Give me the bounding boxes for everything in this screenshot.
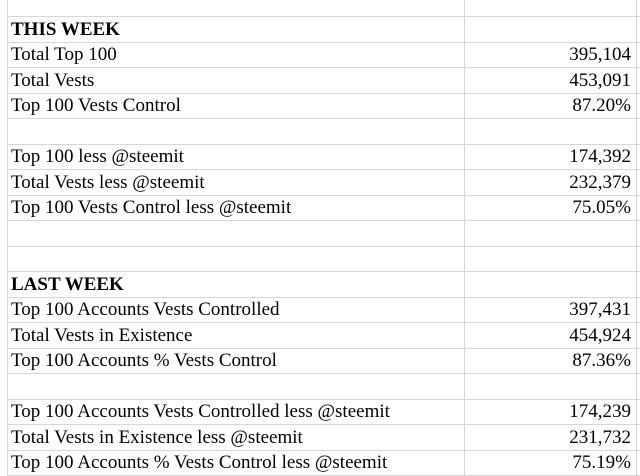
row-label[interactable]: Top 100 Accounts % Vests Control less @steemit: [8, 450, 465, 476]
table-row: [8, 170, 640, 196]
row-label[interactable]: Total Vests in Existence: [8, 323, 465, 349]
table-row: [8, 17, 640, 43]
cell[interactable]: [465, 221, 637, 247]
table-row: [8, 68, 640, 94]
cell[interactable]: [8, 246, 465, 272]
table-row: [8, 348, 640, 374]
row-label[interactable]: Top 100 Vests Control less @steemit: [8, 195, 465, 221]
cell[interactable]: [637, 272, 640, 298]
cell[interactable]: [637, 195, 640, 221]
table-row: [8, 0, 640, 17]
table-row: [8, 272, 640, 298]
row-value[interactable]: [465, 374, 637, 400]
row-label[interactable]: Top 100 Vests Control: [8, 93, 465, 119]
cell[interactable]: [637, 399, 640, 425]
row-label[interactable]: [8, 119, 465, 145]
row-label[interactable]: Top 100 Accounts Vests Controlled less @steemit: [8, 399, 465, 425]
spreadsheet-grid: [7, 0, 640, 476]
row-value[interactable]: 231,732: [465, 425, 637, 451]
cell[interactable]: [637, 246, 640, 272]
row-label[interactable]: Top 100 Accounts Vests Controlled: [8, 297, 465, 323]
row-value[interactable]: 174,239: [465, 399, 637, 425]
row-label[interactable]: Top 100 Accounts % Vests Control: [8, 348, 465, 374]
table-row: [8, 399, 640, 425]
table-row: [8, 119, 640, 145]
row-label[interactable]: Total Vests: [8, 68, 465, 94]
row-value[interactable]: 87.36%: [465, 348, 637, 374]
cell[interactable]: [465, 272, 637, 298]
row-label[interactable]: Total Top 100: [8, 42, 465, 68]
cell[interactable]: [637, 348, 640, 374]
row-value[interactable]: 395,104: [465, 42, 637, 68]
row-label[interactable]: [8, 374, 465, 400]
table-row: [8, 195, 640, 221]
cell[interactable]: [637, 119, 640, 145]
row-value[interactable]: 454,924: [465, 323, 637, 349]
cell[interactable]: [637, 323, 640, 349]
cell[interactable]: [637, 297, 640, 323]
cell[interactable]: [8, 0, 465, 17]
table-row: [8, 93, 640, 119]
cell[interactable]: [637, 374, 640, 400]
row-value[interactable]: 397,431: [465, 297, 637, 323]
table-row: [8, 144, 640, 170]
cell[interactable]: [8, 221, 465, 247]
cell[interactable]: [637, 425, 640, 451]
row-label[interactable]: Total Vests less @steemit: [8, 170, 465, 196]
cell[interactable]: [465, 0, 637, 17]
table-row: [8, 246, 640, 272]
cell[interactable]: [637, 68, 640, 94]
cell[interactable]: [637, 221, 640, 247]
row-value[interactable]: 75.19%: [465, 450, 637, 476]
table-row: [8, 374, 640, 400]
cell[interactable]: [637, 450, 640, 476]
table-row: [8, 297, 640, 323]
cell[interactable]: [637, 0, 640, 17]
row-label[interactable]: Top 100 less @steemit: [8, 144, 465, 170]
cell[interactable]: [637, 170, 640, 196]
cell[interactable]: [465, 246, 637, 272]
row-label[interactable]: Total Vests in Existence less @steemit: [8, 425, 465, 451]
row-value[interactable]: [465, 119, 637, 145]
cell[interactable]: [637, 42, 640, 68]
row-value[interactable]: 75.05%: [465, 195, 637, 221]
cell[interactable]: [637, 144, 640, 170]
table-row: [8, 323, 640, 349]
section-heading-last-week[interactable]: LAST WEEK: [8, 272, 465, 298]
cell[interactable]: [637, 93, 640, 119]
row-value[interactable]: 87.20%: [465, 93, 637, 119]
cell[interactable]: [637, 17, 640, 43]
cell[interactable]: [465, 17, 637, 43]
row-value[interactable]: 232,379: [465, 170, 637, 196]
row-value[interactable]: 174,392: [465, 144, 637, 170]
table-row: [8, 221, 640, 247]
table-row: [8, 425, 640, 451]
section-heading-this-week[interactable]: THIS WEEK: [8, 17, 465, 43]
row-value[interactable]: 453,091: [465, 68, 637, 94]
table-row: [8, 42, 640, 68]
table-row: [8, 450, 640, 476]
